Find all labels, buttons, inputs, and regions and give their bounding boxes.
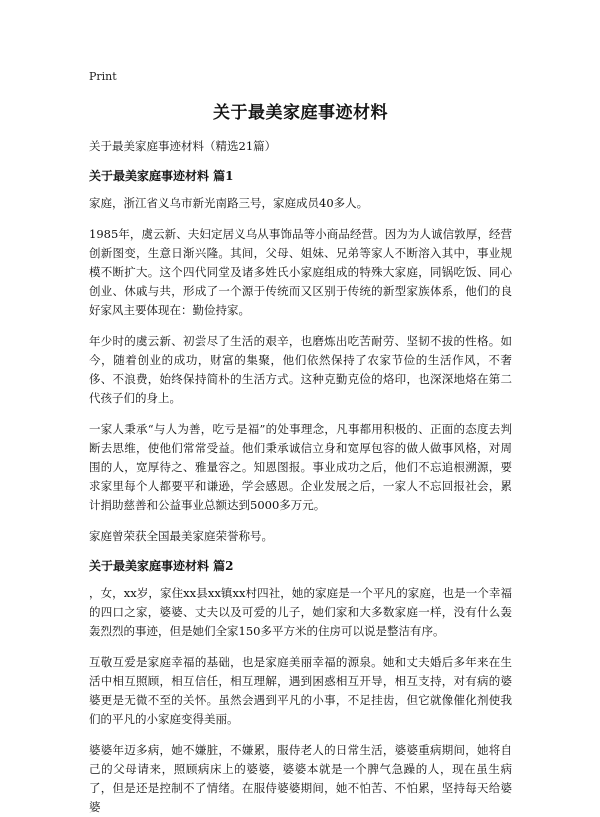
paragraph: 互敬互爱是家庭幸福的基础，也是家庭美丽幸福的源泉。她和丈夫婚后多年来在生活中相互照顾，相互信任，相互理解，遇到困惑相互开导，相互支持，对有病的婆婆更是无微不至的关怀。虽然会遇到平凡的小事，不足挂齿，但它就像催化剂使我们的平凡的小家庭变得美丽。 [89,655,512,726]
section-heading: 关于最美家庭事迹材料 篇1 [89,169,234,183]
paragraph: 婆婆年迈多病，她不嫌脏，不嫌累，服侍老人的日常生活，婆婆重病期间，她将自己的父母请来，照顾病床上的婆婆，婆婆本就是一个脾气急躁的人，现在虽生病了，但是还是控制不了情绪。在服侍婆婆期间，她不怕苦、不怕累，坚持每天给婆婆 [89,743,512,814]
section-1 [89,168,512,546]
section-heading: 关于最美家庭事迹材料 篇2 [89,559,234,573]
document-title: 关于最美家庭事迹材料 [213,103,388,123]
paragraph: 家庭，浙江省义乌市新光南路三号，家庭成员40多人。 [89,196,369,210]
section-2 [89,558,512,817]
document-subtitle: 关于最美家庭事迹材料（精选21篇） [89,139,277,153]
print-label[interactable]: Print [89,70,117,83]
paragraph: ，女，xx岁，家住xx县xx镇xx村四社，她的家庭是一个平凡的家庭，也是一个幸福的四口之家，婆婆、丈夫以及可爱的儿子，她们家和大多数家庭一样，没有什么轰轰烈烈的事迹，但是她们全家150多平方米的住房可以说是整洁有序。 [89,586,512,638]
paragraph: 1985年，虞云新、夫妇定居义乌从事饰品等小商品经营。因为为人诚信敦厚，经营创新图变，生意日渐兴隆。其间，父母、姐妹、兄弟等家人不断溶入其中，事业规模不断扩大。这个四代同堂及诸多姓氏小家庭组成的特殊大家庭，同锅吃饭、同心创业、休戚与共，形成了一个源于传统而又区别于传统的新型家族体系，他们的良好家风主要体现在：勤俭持家。 [89,227,512,317]
paragraph: 年少时的虞云新、初尝尽了生活的艰辛，也磨炼出吃苦耐劳、坚韧不拔的性格。如今，随着创业的成功，财富的集聚，他们依然保持了农家节俭的生活作风，不奢侈、不浪费，始终保持简朴的生活方式。这种克勤克俭的烙印，也深深地烙在第二代孩子们的身上。 [89,334,512,405]
paragraph: 一家人秉承“与人为善，吃亏是福”的处事理念，凡事都用积极的、正面的态度去判断去思维，使他们常常受益。他们秉承诚信立身和宽厚包容的做人做事风格，对周围的人，宽厚待之、雅量容之。知恩图报。事业成功之后，他们不忘追根溯源，要求家里每个人都要平和谦逊，学会感恩。企业发展之后，一家人不忘回报社会，累计捐助慈善和公益事业总额达到5000多万元。 [89,422,512,512]
paragraph: 家庭曾荣获全国最美家庭荣誉称号。 [89,529,273,543]
